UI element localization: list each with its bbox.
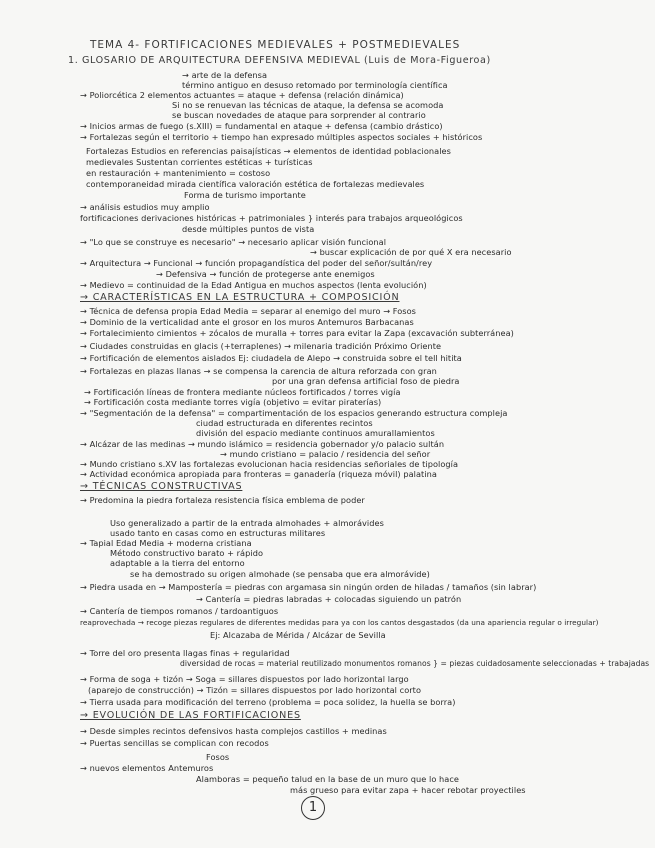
note-line: → Medievo = continuidad de la Edad Antigua en muchos aspectos (lenta evolución) [80,280,427,290]
note-line: → Fortalezas según el territorio + tiempo han expresado múltiples aspectos sociales + históricos [80,132,483,142]
page-title: TEMA 4- FORTIFICACIONES MEDIEVALES + POSTMEDIEVALES [90,39,461,51]
note-line: → Actividad económica apropiada para fronteras = ganadería (riqueza móvil) palatina [80,469,437,479]
note-line: Fosos [206,752,230,762]
note-line: por una gran defensa artificial foso de piedra [272,376,460,386]
note-line: Método constructivo barato + rápido [110,548,263,558]
note-line: Forma de turismo importante [184,190,306,200]
note-line: → Fortificación de elementos aislados Ej: ciudadela de Alepo → construida sobre el tell hitita [80,353,462,363]
note-line: en restauración + mantenimiento = costoso [86,168,271,178]
note-line: → Mundo cristiano s.XV las fortalezas evolucionan hacia residencias señoriales de tipología [80,459,459,469]
note-line: → Tapial Edad Media + moderna cristiana [80,538,252,548]
note-line: se ha demostrado su origen almohade (se pensaba que era almorávide) [130,569,430,579]
note-line: → Fortalecimiento cimientos + zócalos de muralla + torres para evitar la Zapa (excavación subterránea) [80,328,514,338]
note-line: reaprovechada → recoge piezas regulares de diferentes medidas para ya con los cantos desgastados (da una apariencia regular o irregular) [80,618,599,627]
note-line: → "Segmentación de la defensa" = compartimentación de los espacios generando estructura compleja [80,408,508,418]
note-line: Ej: Alcazaba de Mérida / Alcázar de Sevilla [210,630,386,640]
note-line: → Puertas sencillas se complican con recodos [80,738,269,748]
note-line: (aparejo de construcción) → Tizón = sillares dispuestos por lado horizontal corto [88,685,421,695]
note-line: adaptable a la tierra del entorno [110,558,245,568]
note-line: medievales Sustentan corrientes estéticas + turísticas [86,157,313,167]
note-line: → Desde simples recintos defensivos hasta complejos castillos + medinas [80,726,387,736]
note-line: más grueso para evitar zapa + hacer rebotar proyectiles [290,785,526,795]
note-line: → mundo cristiano = palacio / residencia del señor [220,449,431,459]
note-line: → nuevos elementos Antemuros [80,763,214,773]
note-line: fortificaciones derivaciones históricas + patrimoniales } interés para trabajos arqueológicos [80,213,463,223]
note-line: → Dominio de la verticalidad ante el grosor en los muros Antemuros Barbacanas [80,317,414,327]
note-line: Si no se renuevan las técnicas de ataque, la defensa se acomoda [172,100,444,110]
note-line: → Ciudades construidas en glacis (+terraplenes) → milenaria tradición Próximo Oriente [80,341,442,351]
note-line: → Tierra usada para modificación del terreno (problema = poca solidez, la huella se borra) [80,697,456,707]
note-line: → análisis estudios muy amplio [80,202,210,212]
note-line: diversidad de rocas = material reutilizado monumentos romanos } = piezas cuidadosamente seleccionadas + trabajadas [180,659,650,668]
note-line: → Alcázar de las medinas → mundo islámico = residencia gobernador y/o palacio sultán [80,439,445,449]
note-line: → Inicios armas de fuego (s.XIII) = fundamental en ataque + defensa (cambio drástico) [80,121,443,131]
note-line: se buscan novedades de ataque para sorprender al contrario [172,110,426,120]
note-line: desde múltiples puntos de vista [182,224,315,234]
note-line: Fortalezas Estudios en referencias paisajísticas → elementos de identidad poblacionales [86,146,451,156]
note-line: → Fortificación líneas de frontera mediante núcleos fortificados / torres vigía [84,387,401,397]
note-line: contemporaneidad mirada científica valoración estética de fortalezas medievales [86,179,425,189]
note-line: → Predomina la piedra fortaleza resistencia física emblema de poder [80,495,365,505]
note-line: → arte de la defensa [182,70,268,80]
subheading: → EVOLUCIÓN DE LAS FORTIFICACIONES [80,710,301,721]
note-line: → Defensiva → función de protegerse ante enemigos [156,269,375,279]
note-line: → Arquitectura → Funcional → función propagandística del poder del señor/sultán/rey [80,258,433,268]
note-line: → Torre del oro presenta llagas finas + regularidad [80,648,290,658]
note-line: → Piedra usada en → Mampostería = piedras con argamasa sin ningún orden de hiladas / tamaños (sin labrar) [80,582,537,592]
note-line: → Cantería de tiempos romanos / tardoantiguos [80,606,279,616]
note-line: → Fortificación costa mediante torres vigía (objetivo = evitar piraterías) [84,397,382,407]
note-line: → "Lo que se construye es necesario" → necesario aplicar visión funcional [80,237,387,247]
note-line: Uso generalizado a partir de la entrada almohades + almorávides [110,518,384,528]
note-line: término antiguo en desuso retomado por terminología científica [182,80,448,90]
section-heading: 1. GLOSARIO DE ARQUITECTURA DEFENSIVA MEDIEVAL (Luis de Mora-Figueroa) [68,55,491,66]
subheading: → TÉCNICAS CONSTRUCTIVAS [80,481,243,492]
note-line: → Fortalezas en plazas llanas → se compensa la carencia de altura reforzada con gran [80,366,437,376]
note-line: Alamboras = pequeño talud en la base de un muro que lo hace [196,774,459,784]
note-line: → Forma de soga + tizón → Soga = sillares dispuestos por lado horizontal largo [80,674,409,684]
note-line: usado tanto en casas como en estructuras militares [110,528,326,538]
note-line: → Técnica de defensa propia Edad Media = separar al enemigo del muro → Fosos [80,306,416,316]
note-line: ciudad estructurada en diferentes recintos [196,418,373,428]
note-line: división del espacio mediante continuos amurallamientos [196,428,435,438]
note-line: → buscar explicación de por qué X era necesario [310,247,512,257]
note-line: → Poliorcética 2 elementos actuantes = ataque + defensa (relación dinámica) [80,90,404,100]
subheading: → CARACTERÍSTICAS EN LA ESTRUCTURA + COMPOSICIÓN [80,292,400,303]
note-line: → Cantería = piedras labradas + colocadas siguiendo un patrón [196,594,462,604]
page-number: 1 [301,796,325,820]
